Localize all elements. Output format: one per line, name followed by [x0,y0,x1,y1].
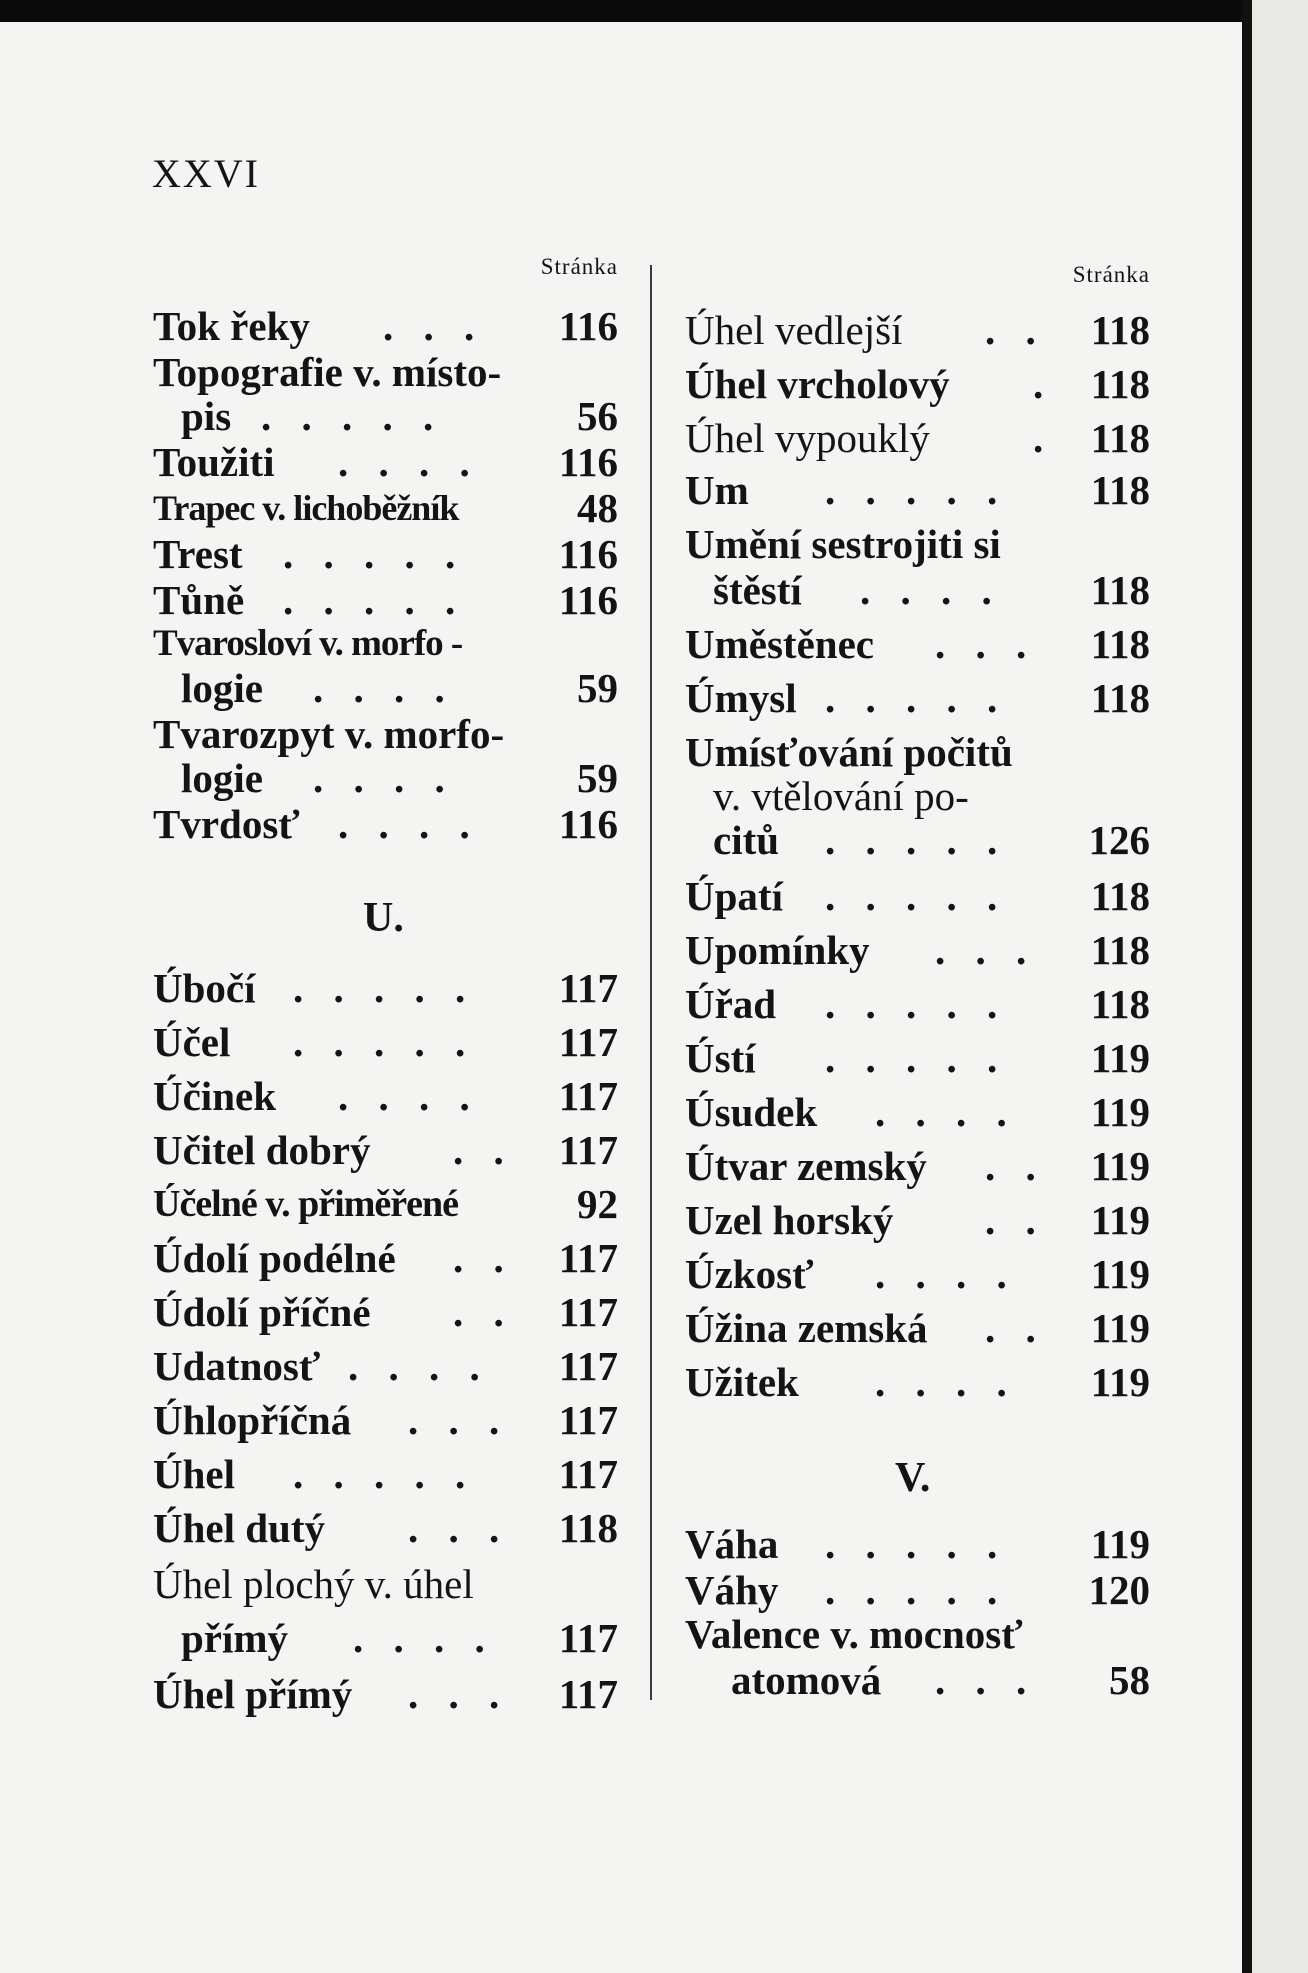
entry-dots: . . . . [338,801,480,847]
entry-term: Topografie v. místo- [153,349,502,395]
entry-term: Úbočí [153,965,256,1011]
entry-dots: . . [453,1235,514,1281]
entry-term: citů [713,817,780,863]
entry-page: 58 [1109,1657,1150,1703]
entry-dots: . . . . [338,1073,480,1119]
entry-term: Trest [153,531,243,577]
entry-term: Tvrdosť [153,801,300,847]
entry-dots: . . . [408,1505,510,1551]
entry-page: 126 [1088,817,1150,863]
entry-dots: . . . . [353,1615,495,1661]
entry-dots: . . . . . [293,965,476,1011]
left-column-header: Stránka [540,254,618,279]
entry-dots: . . . [935,927,1037,973]
entry-term: Úžina zemská [685,1305,928,1351]
entry-term: Upomínky [685,927,870,973]
entry-page: 120 [1088,1567,1150,1613]
adjacent-page-edge [1252,0,1308,1973]
entry-dots: . . . . [875,1251,1017,1297]
entry-term: Umění sestrojiti si [685,521,1001,567]
entry-page: 59 [577,665,618,711]
entry-page: 116 [558,439,618,485]
entry-page: 117 [558,965,618,1011]
entry-term: Um [685,467,749,513]
entry-page: 56 [577,393,618,439]
entry-dots: . . [985,1197,1046,1243]
entry-term: Úhel vypouklý [685,415,930,461]
entry-dots: . . . . . [293,1019,476,1065]
entry-term: Úpatí [685,873,783,919]
entry-page: 119 [1090,1521,1150,1567]
entry-term: Údolí podélné [153,1235,396,1281]
page-edge-shadow [1242,0,1252,1973]
entry-page: 119 [1090,1089,1150,1135]
entry-dots: . . . . . [825,817,1008,863]
entry-term: Uměstěnec [685,621,874,667]
entry-term: Účelné v. přiměřené [153,1183,458,1225]
entry-page: 117 [558,1343,618,1389]
entry-term: Toužiti [153,439,275,485]
entry-dots: . . . [383,303,485,349]
entry-page: 118 [558,1505,618,1551]
entry-dots: . . . . . [825,1035,1008,1081]
entry-term: Udatnosť [153,1343,321,1389]
entry-term: Úhel plochý v. úhel [153,1561,474,1607]
entry-dots: . . . . . [825,873,1008,919]
right-column-header: Stránka [1072,262,1150,287]
entry-term: Uzel horský [685,1197,894,1243]
entry-page: 118 [1090,467,1150,513]
column-divider [650,265,652,1700]
entry-term: Užitek [685,1359,799,1405]
entry-page: 116 [558,531,618,577]
entry-page: 92 [577,1181,618,1227]
entry-dots: . . . [935,621,1037,667]
entry-page: 119 [1090,1305,1150,1351]
entry-dots: . . . . . [261,393,444,439]
entry-term: pis [181,393,232,439]
entry-page: 119 [1090,1251,1150,1297]
entry-term: přímý [181,1615,289,1661]
entry-page: 117 [558,1671,618,1717]
entry-term: v. vtělování po- [713,773,969,819]
entry-term: Útvar zemský [685,1143,927,1189]
entry-term: Umísťování počitů [685,729,1013,775]
entry-page: 118 [1090,927,1150,973]
entry-page: 118 [1090,415,1150,461]
entry-term: Valence v. mocnosť [685,1611,1023,1657]
entry-page: 117 [558,1073,618,1119]
entry-page: 117 [558,1289,618,1335]
entry-dots: . . . [408,1671,510,1717]
entry-dots: . . . . [348,1343,490,1389]
entry-page: 117 [558,1127,618,1173]
entry-dots: . . [453,1127,514,1173]
entry-term: Tok řeky [153,303,310,349]
entry-term: Úhel [153,1451,235,1497]
entry-dots: . . . . [313,665,455,711]
entry-page: 119 [1090,1143,1150,1189]
entry-term: Úzkosť [685,1251,814,1297]
entry-dots: . . . . . [283,531,466,577]
entry-page: 117 [558,1615,618,1661]
entry-term: Tvarosloví v. morfo - [153,623,463,664]
entry-page: 116 [558,577,618,623]
entry-page: 118 [1090,621,1150,667]
entry-dots: . . . . [313,755,455,801]
entry-term: Váhy [685,1567,779,1613]
entry-dots: . . . . [860,567,1002,613]
section-letter-v: V. [895,1455,931,1501]
entry-page: 117 [558,1397,618,1443]
entry-term: Úhel přímý [153,1671,353,1717]
entry-page: 119 [1090,1197,1150,1243]
entry-page: 118 [1090,307,1150,353]
entry-term: Účel [153,1019,231,1065]
entry-term: atomová [731,1657,882,1703]
entry-dots: . . [453,1289,514,1335]
entry-page: 119 [1090,1359,1150,1405]
entry-term: Úřad [685,981,777,1027]
entry-term: Úhel vedlejší [685,307,903,353]
entry-dots: . . . . . [825,1521,1008,1567]
entry-page: 116 [558,303,618,349]
entry-page: 117 [558,1235,618,1281]
entry-dots: . . . [408,1397,510,1443]
entry-dots: . . . . . [825,675,1008,721]
entry-term: logie [181,665,263,711]
entry-term: Úhlopříčná [153,1397,352,1443]
entry-term: Úhel vrcholový [685,361,950,407]
entry-page: 118 [1090,361,1150,407]
entry-page: 118 [1090,567,1150,613]
entry-dots: . . . . . [825,981,1008,1027]
entry-term: Účinek [153,1073,276,1119]
entry-page: 117 [558,1019,618,1065]
entry-page: 48 [577,485,618,531]
entry-term: Úsudek [685,1089,818,1135]
entry-page: 118 [1090,675,1150,721]
entry-dots: . . . [935,1657,1037,1703]
entry-dots: . . . . . [283,577,466,623]
entry-dots: . . [985,307,1046,353]
entry-dots: . [1033,361,1054,407]
entry-dots: . . . . . [293,1451,476,1497]
entry-term: Údolí příčné [153,1289,371,1335]
entry-dots: . . . . . [825,467,1008,513]
entry-term: Úhel dutý [153,1505,326,1551]
entry-term: Trapec v. lichoběžník [153,488,459,528]
entry-term: Váha [685,1521,779,1567]
section-letter-u: U. [363,895,404,941]
entry-term: Tůně [153,577,245,623]
entry-dots: . . [985,1305,1046,1351]
entry-term: štěstí [713,567,802,613]
entry-page: 116 [558,801,618,847]
page-number: XXVI [152,151,260,196]
entry-term: Učitel dobrý [153,1127,371,1173]
entry-page: 119 [1090,1035,1150,1081]
entry-dots: . . [985,1143,1046,1189]
entry-dots: . [1033,415,1054,461]
entry-page: 118 [1090,981,1150,1027]
entry-dots: . . . . [875,1359,1017,1405]
entry-page: 117 [558,1451,618,1497]
book-page [0,22,1242,1973]
entry-term: Tvarozpyt v. morfo- [153,711,505,757]
entry-dots: . . . . [875,1089,1017,1135]
entry-dots: . . . . . [825,1567,1008,1613]
entry-page: 118 [1090,873,1150,919]
entry-term: logie [181,755,263,801]
entry-term: Úmysl [685,675,797,721]
entry-dots: . . . . [338,439,480,485]
entry-term: Ústí [685,1035,756,1081]
entry-page: 59 [577,755,618,801]
